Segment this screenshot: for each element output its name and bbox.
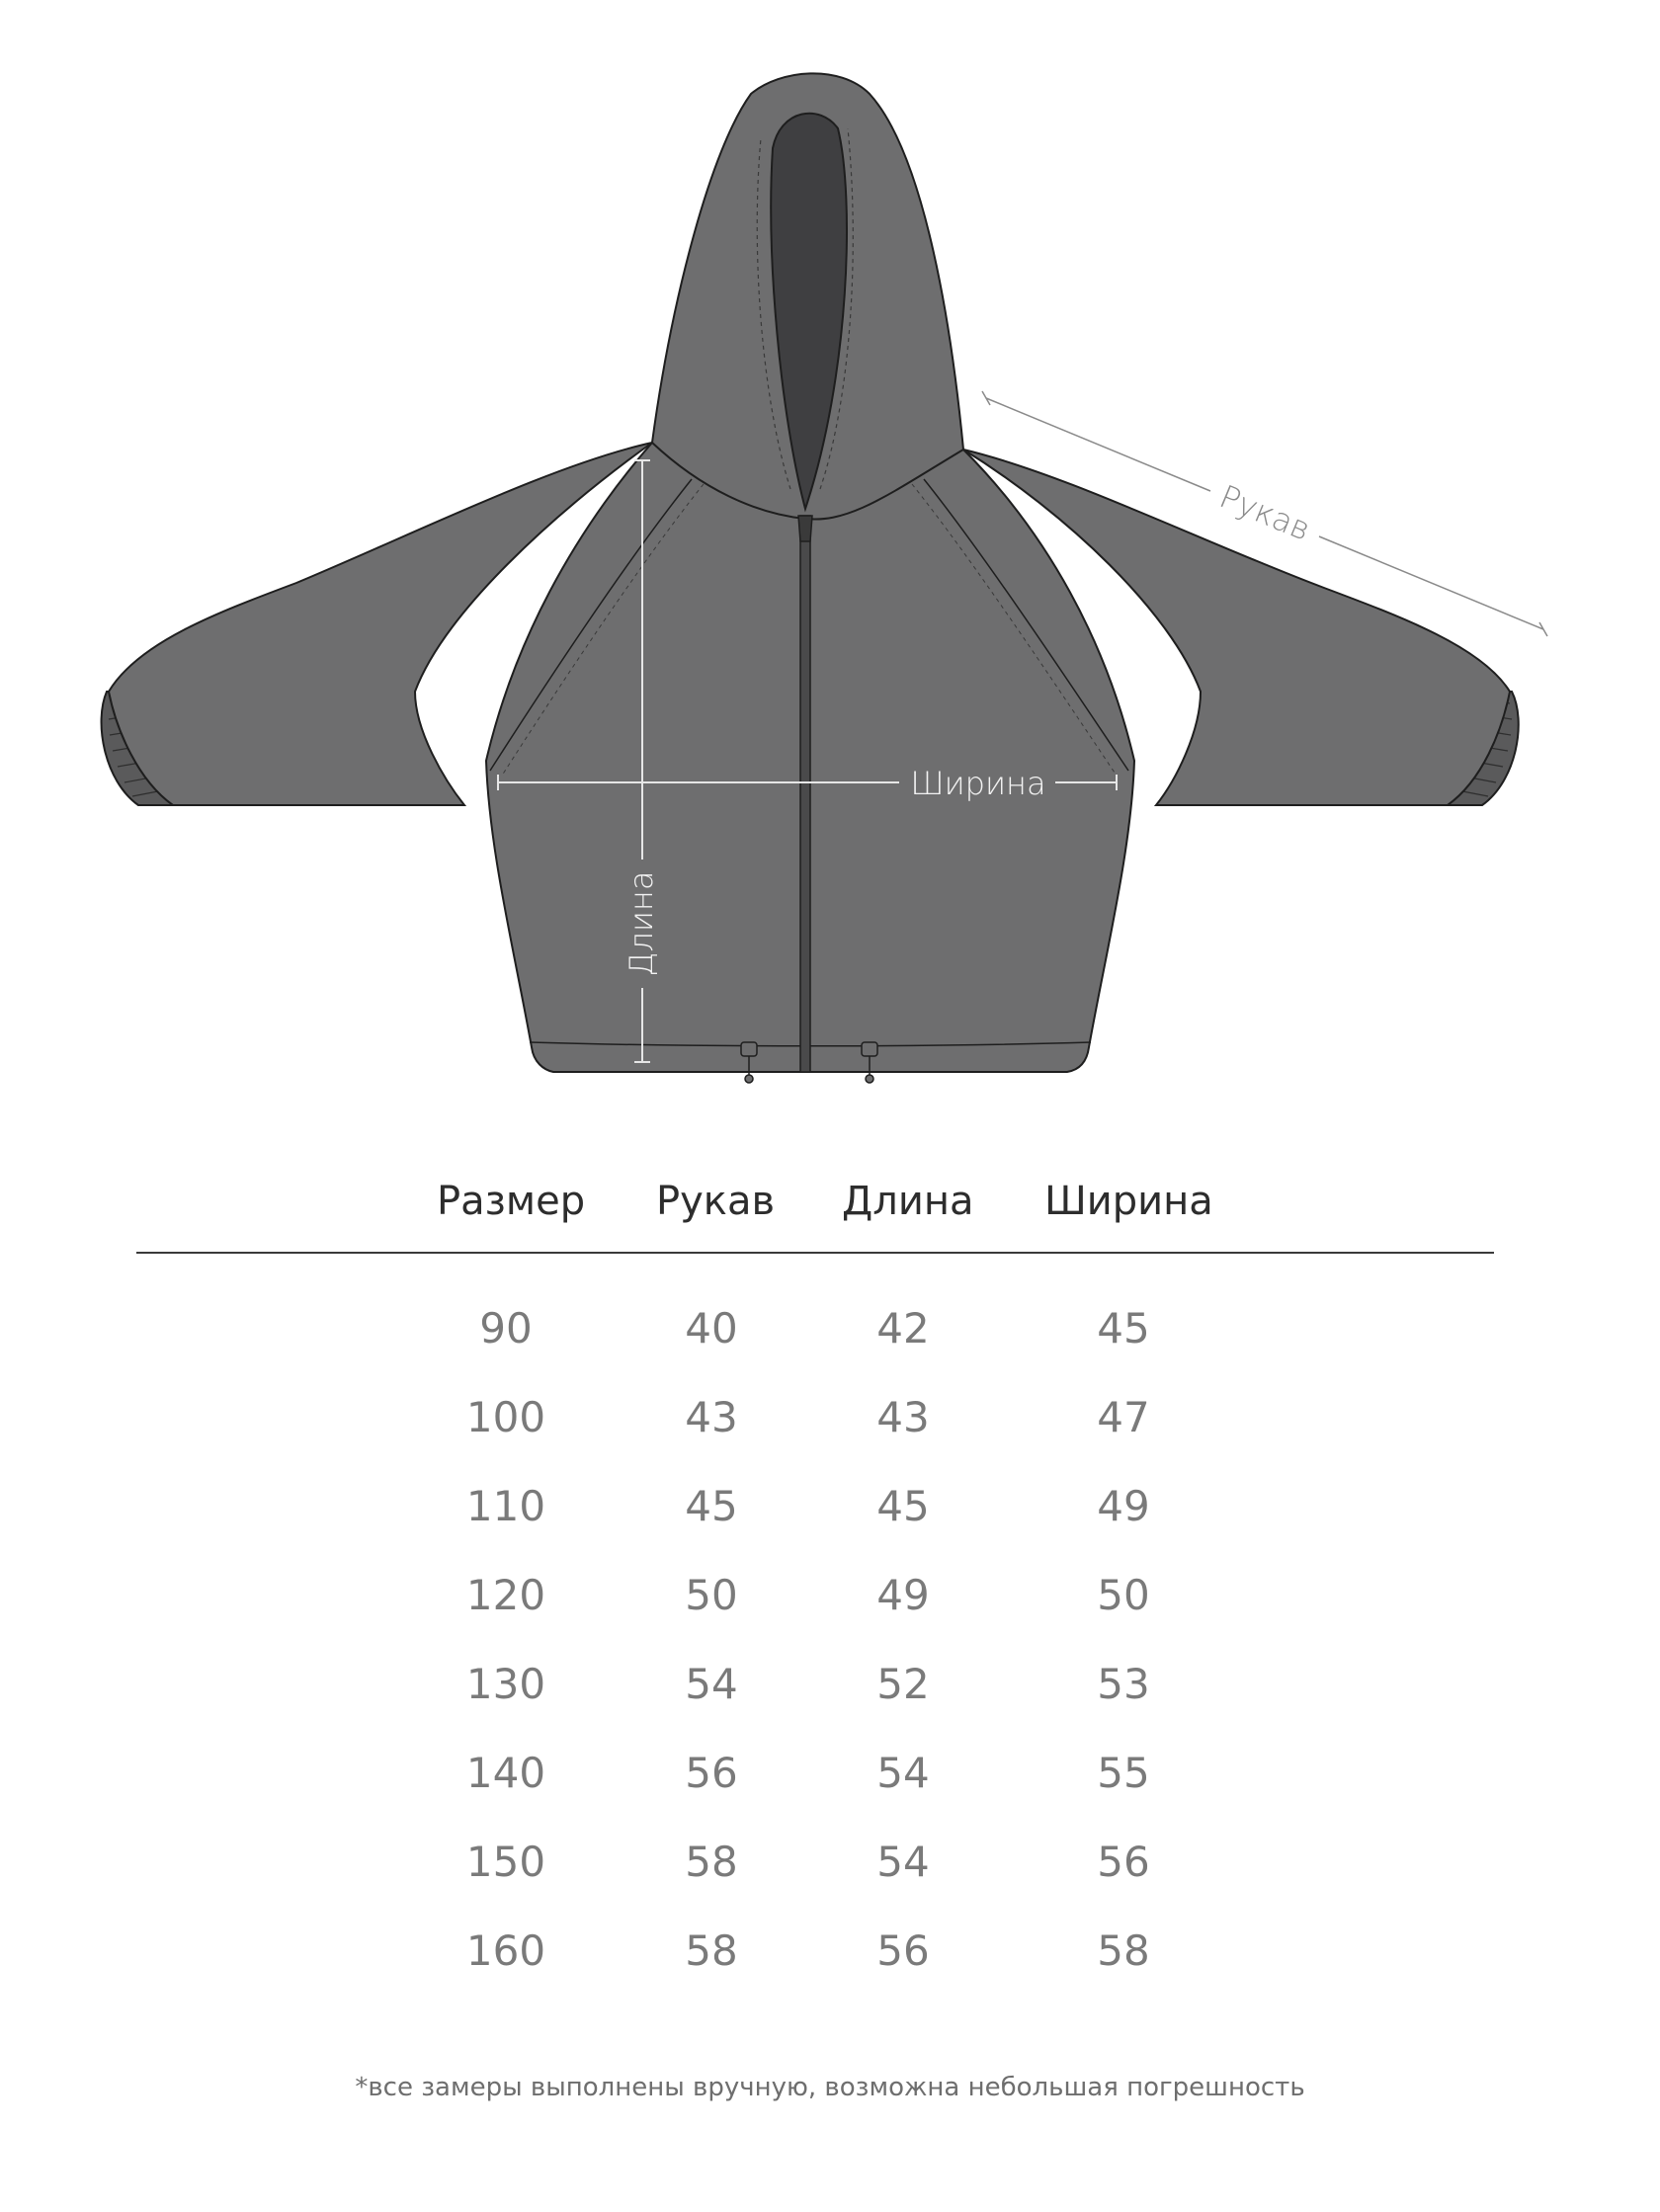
cell-sleeve: 58 <box>685 1838 738 1886</box>
table-row <box>0 1640 1660 1729</box>
width-measure-label: Ширина <box>910 765 1046 802</box>
cell-length: 45 <box>876 1482 930 1530</box>
table-row <box>0 1373 1660 1462</box>
cell-size: 120 <box>465 1571 546 1619</box>
cell-sleeve: 45 <box>685 1482 738 1530</box>
cell-size: 140 <box>465 1749 546 1797</box>
cell-length: 56 <box>876 1926 930 1975</box>
cell-size: 110 <box>465 1482 546 1530</box>
measurement-footnote: *все замеры выполнены вручную, возможна небольшая погрешность <box>355 2073 1305 2102</box>
cell-width: 56 <box>1097 1838 1150 1886</box>
cell-sleeve: 43 <box>685 1393 738 1441</box>
size-table-body <box>0 1284 1660 1996</box>
table-row <box>0 1462 1660 1551</box>
cell-length: 49 <box>876 1571 930 1619</box>
header-sleeve: Рукав <box>656 1179 776 1224</box>
table-row <box>0 1729 1660 1818</box>
cell-sleeve: 40 <box>685 1304 738 1352</box>
cell-sleeve: 58 <box>685 1926 738 1975</box>
cell-length: 42 <box>876 1304 930 1352</box>
cell-length: 54 <box>876 1749 930 1797</box>
cell-size: 130 <box>465 1660 546 1708</box>
cell-width: 55 <box>1097 1749 1150 1797</box>
cell-size: 100 <box>465 1393 546 1441</box>
header-width: Ширина <box>1044 1179 1213 1224</box>
cell-size: 160 <box>465 1926 546 1975</box>
cell-width: 45 <box>1097 1304 1150 1352</box>
cell-sleeve: 54 <box>685 1660 738 1708</box>
cell-width: 58 <box>1097 1926 1150 1975</box>
cell-sleeve: 56 <box>685 1749 738 1797</box>
sleeve-measure-label: Рукав <box>1213 477 1316 548</box>
header-size: Размер <box>437 1179 586 1224</box>
cell-length: 52 <box>876 1660 930 1708</box>
cell-length: 54 <box>876 1838 930 1886</box>
cell-width: 49 <box>1097 1482 1150 1530</box>
table-row <box>0 1818 1660 1907</box>
cell-width: 50 <box>1097 1571 1150 1619</box>
cell-width: 47 <box>1097 1393 1150 1441</box>
cell-size: 150 <box>465 1838 546 1886</box>
cell-width: 53 <box>1097 1660 1150 1708</box>
cell-sleeve: 50 <box>685 1571 738 1619</box>
cell-length: 43 <box>876 1393 930 1441</box>
cell-size: 90 <box>479 1304 533 1352</box>
table-row <box>0 1284 1660 1373</box>
table-row <box>0 1907 1660 1996</box>
length-measure-label: Длина <box>622 870 660 977</box>
zipper-pull <box>798 516 812 541</box>
zipper <box>800 516 810 1072</box>
table-row <box>0 1551 1660 1640</box>
header-length: Длина <box>842 1179 974 1224</box>
table-divider <box>136 1252 1494 1254</box>
